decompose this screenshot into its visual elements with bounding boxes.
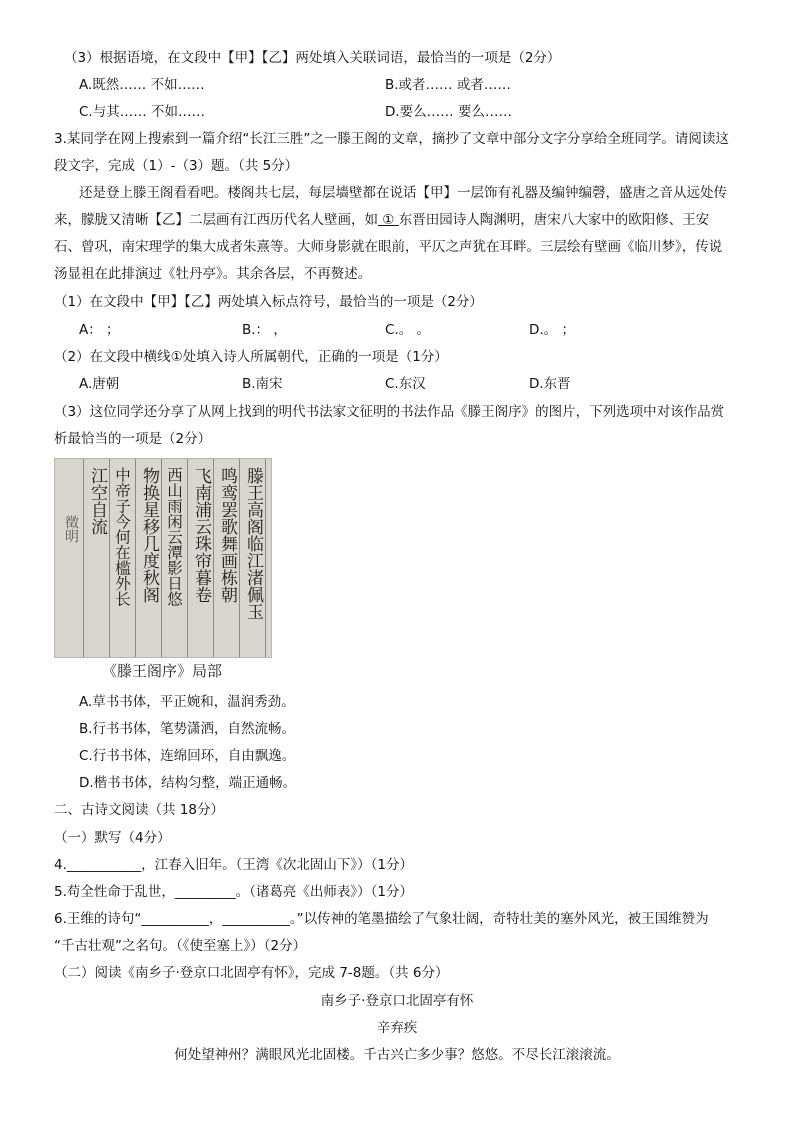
question-4: 4.___________，江春入旧年。（王湾《次北固山下》）（1分） <box>54 857 413 873</box>
poem-author: 辛弃疾 <box>376 1020 418 1036</box>
calligraphy-column-4: 西山雨闲云潭影日悠 <box>165 467 183 607</box>
column-rule <box>187 459 188 657</box>
sub3-stem-line2: 析最恰当的一项是（2分） <box>54 431 212 447</box>
passage-line2b-text: 东晋田园诗人陶渊明，唐宋八大家中的欧阳修、王安 <box>398 212 710 228</box>
option-a: A.既然…… 不如…… <box>79 77 205 93</box>
sub3-option-d: D.楷书书体，结构匀整，端正通畅。 <box>79 775 297 791</box>
sub1-option-d: D.。 ； <box>529 322 575 338</box>
question-5: 5.苟全性命于乱世，_________。（诸葛亮《出师表》）（1分） <box>54 884 413 900</box>
sub2-option-b: B.南宋 <box>242 376 283 392</box>
sub1-option-c: C.。 。 <box>385 322 431 338</box>
sub2-option-c: C.东汉 <box>385 376 426 392</box>
passage-line2-text: 来，朦胧又清晰【乙】二层画有江西历代名人壁画，如 <box>54 212 378 228</box>
blank-1 <box>378 212 399 228</box>
sub1-option-b: B.： ， <box>242 322 287 338</box>
passage-line3: 石、曾巩，南宋理学的集大成者朱熹等。大师身影就在眼前，平仄之声犹在耳畔。三层绘有壁画《临川梦》，传说 <box>54 239 723 255</box>
part-2-title: （二）阅读《南乡子·登京口北固亭有怀》，完成 7-8题。（共 6分） <box>54 965 449 981</box>
option-d: D.要么…… 要么…… <box>385 104 512 120</box>
column-rule <box>265 459 266 657</box>
column-rule <box>161 459 162 657</box>
calligraphy-column-5: 物换星移几度秋阁 <box>139 467 159 603</box>
sub3-option-a: A.草书书体，平正婉和，温润秀劲。 <box>79 694 295 710</box>
q3-part3-stem: （3）根据语境，在文段中【甲】【乙】两处填入关联词语，最恰当的一项是（2分） <box>64 50 561 66</box>
option-c: C.与其…… 不如…… <box>79 104 206 120</box>
sub2-option-d: D.东晋 <box>529 376 571 392</box>
passage-line4: 汤显祖在此排演过《牡丹亭》。其余各层，不再赘述。 <box>54 266 372 282</box>
passage-line2 <box>54 210 709 230</box>
part-1-title: （一）默写（4分） <box>54 830 171 846</box>
option-b: B.或者…… 或者…… <box>385 77 511 93</box>
signature: 徵明 <box>63 515 79 543</box>
sub1-stem: （1）在文段中【甲】【乙】两处填入标点符号，最恰当的一项是（2分） <box>54 294 483 310</box>
q3-intro-line2: 段文字，完成（1）-（3）题。（共 5分） <box>54 158 299 174</box>
column-rule <box>109 459 110 657</box>
passage-line1: 还是登上滕王阁看看吧。楼阁共七层，每层墙壁都在说话【甲】一层饰有礼器及编钟编磬，盛唐之音从远处传 <box>79 185 727 201</box>
column-rule <box>239 459 240 657</box>
section-2-title: 二、古诗文阅读（共 18分） <box>54 802 224 818</box>
sub3-stem-line1: （3）这位同学还分享了从网上找到的明代书法家文征明的书法作品《滕王阁序》的图片，下列选项中对该作品赏 <box>54 404 725 420</box>
sub1-option-a: A： ； <box>79 322 120 338</box>
sub3-option-c: C.行书书体，连绵回环，自由飘逸。 <box>79 748 296 764</box>
calligraphy-column-1: 滕王高阁临江渚佩玉 <box>243 467 263 620</box>
column-rule <box>135 459 136 657</box>
q3-intro-line1: 3.某同学在网上搜索到一篇介绍“长江三胜”之一滕王阁的文章，摘抄了文章中部分文字分享给全班同学。请阅读这 <box>54 131 729 147</box>
calligraphy-column-6: 中帝子今何在槛外长 <box>113 467 131 607</box>
sub2-option-a: A.唐朝 <box>79 376 120 392</box>
column-rule <box>83 459 84 657</box>
sub2-stem: （2）在文段中横线①处填入诗人所属朝代，正确的一项是（1分） <box>54 349 448 365</box>
question-6-line1: 6.王维的诗句“__________，__________。”以传神的笔墨描绘了气象壮阔，奇特壮美的塞外风光，被王国维赞为 <box>54 911 709 927</box>
poem-title: 南乡子·登京口北固亭有怀 <box>320 993 474 1009</box>
poem-line-1: 何处望神州？满眼风光北固楼。千古兴亡多少事？悠悠。不尽长江滚滚流。 <box>174 1047 620 1063</box>
calligraphy-column-7: 江空自流 <box>87 467 107 535</box>
question-6-line2: “千古壮观”之名句。（《使至塞上》）（2分） <box>54 938 307 954</box>
column-rule <box>213 459 214 657</box>
calligraphy-image <box>54 458 272 658</box>
figure-caption: 《滕王阁序》局部 <box>101 662 222 680</box>
sub3-option-b: B.行书书体，笔势潇洒，自然流畅。 <box>79 721 296 737</box>
calligraphy-column-2: 鸣鸾罢歌舞画栋朝 <box>217 467 237 603</box>
blank-1-mark: ① <box>382 212 395 228</box>
calligraphy-column-3: 飞南浦云珠帘暮卷 <box>191 467 211 603</box>
